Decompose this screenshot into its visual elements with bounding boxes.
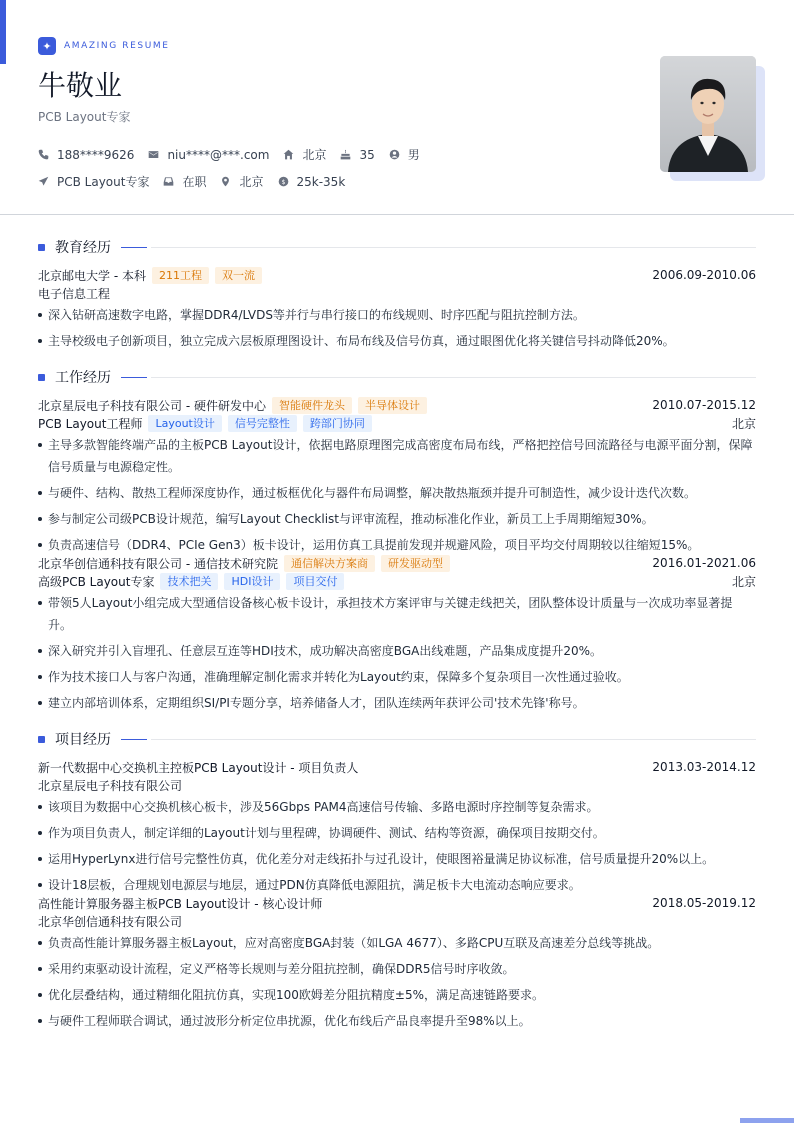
list-item: 作为项目负责人，制定详细的Layout计划与里程碑，协调硬件、测试、结构等资源，确保项目按期交付。: [38, 822, 756, 844]
entry-subheader: [38, 776, 756, 794]
job-intent-row: [38, 173, 359, 190]
salary-value: 25k-35k: [296, 174, 346, 189]
location-pin-icon: [220, 176, 231, 187]
target-city-item: [220, 173, 263, 190]
bullet-list: [38, 796, 756, 896]
list-item: 作为技术接口人与客户沟通，准确理解定制化需求并转化为Layout约束，保障多个复杂项目一次性通过验收。: [38, 666, 756, 688]
money-icon: [278, 176, 289, 187]
section-title: 项目经历: [55, 732, 111, 748]
education-entry: [38, 266, 756, 352]
city-item: [283, 146, 326, 163]
entry-period: 2016.01-2021.06: [652, 556, 756, 570]
target-city-value: 北京: [239, 175, 264, 189]
svg-text:$: $: [281, 178, 285, 186]
inbox-icon: [163, 176, 174, 187]
entry-header: [38, 266, 756, 284]
send-icon: [38, 176, 49, 187]
entry-header: [38, 396, 756, 414]
section-heading: [38, 724, 756, 754]
list-item: 设计18层板，合理规划电源层与地层，通过PDN仿真降低电源阻抗，满足板卡大电流动态响应要求。: [38, 874, 756, 896]
entry-subheader: [38, 912, 756, 930]
company-name: 北京华创信通科技有限公司 - 通信技术研究院: [38, 556, 278, 571]
phone-icon: [38, 149, 49, 160]
bullet-list: [38, 304, 756, 352]
company-tag: 研发驱动型: [381, 555, 450, 572]
work-entry: [38, 554, 756, 714]
list-item: 深入钻研高速数字电路，掌握DDR4/LVDS等并行与串行接口的布线规则、时序匹配与阻抗控制方法。: [38, 304, 756, 326]
list-item: 与硬件、结构、散热工程师深度协作，通过板框优化与器件布局调整，解决散热瓶颈并提升可制造性，减少设计迭代次数。: [38, 482, 756, 504]
list-item: 与硬件工程师联合调试，通过波形分析定位串扰源，优化布线后产品良率提升至98%以上。: [38, 1010, 756, 1032]
list-item: 采用约束驱动设计流程，定义严格等长规则与差分阻抗控制，确保DDR5信号时序收敛。: [38, 958, 756, 980]
list-item: 负责高性能计算服务器主板Layout，应对高密度BGA封装（如LGA 4677）、多路CPU互联及高速差分总线等挑战。: [38, 932, 756, 954]
person-icon: [389, 149, 400, 160]
role-name: 高级PCB Layout专家: [38, 574, 155, 589]
section-accent-line: [121, 377, 147, 378]
role-tag: 跨部门协同: [303, 415, 372, 432]
list-item: 主导多款智能终端产品的主板PCB Layout设计，依据电路原理图完成高密度布局布线，严格把控信号回流路径与电源平面分割，保障信号质量与电源稳定性。: [38, 434, 756, 478]
entry-subheader: [38, 284, 756, 302]
entry-location: 北京: [731, 574, 756, 589]
entry-location: 北京: [731, 416, 756, 431]
section-divider: [151, 377, 756, 378]
sparkle-icon: ✦: [38, 37, 56, 55]
company-tag: 通信解决方案商: [284, 555, 375, 572]
major: 电子信息工程: [38, 286, 111, 301]
resume-body: [38, 232, 756, 1036]
project-name: 新一代数据中心交换机主控板PCB Layout设计 - 项目负责人: [38, 760, 359, 775]
school-name: 北京邮电大学 - 本科: [38, 268, 146, 283]
candidate-title: PCB Layout专家: [38, 110, 131, 124]
entry-header: [38, 554, 756, 572]
school-tag: 双一流: [215, 267, 262, 284]
company-tag: 半导体设计: [358, 397, 427, 414]
candidate-name: 牛敬业: [38, 69, 123, 102]
entry-period: 2010.07-2015.12: [652, 398, 756, 412]
list-item: 深入研究并引入盲埋孔、任意层互连等HDI技术，成功解决高密度BGA出线难题，产品集成度提升20%。: [38, 640, 756, 662]
section-bullet-icon: [38, 736, 45, 743]
entry-header: [38, 894, 756, 912]
bullet-list: [38, 592, 756, 714]
list-item: 优化层叠结构，通过精细化阻抗仿真，实现100欧姆差分阻抗精度±5%，满足高速链路要求。: [38, 984, 756, 1006]
portrait-image: [660, 56, 756, 172]
role-tag: 信号完整性: [228, 415, 297, 432]
work-section: [38, 362, 756, 714]
projects-section: [38, 724, 756, 1032]
salary-item: [278, 175, 346, 189]
city-value: 北京: [302, 148, 327, 162]
role-tag: Layout设计: [148, 415, 221, 432]
mail-icon: [148, 149, 159, 160]
gender-value: 男: [407, 148, 420, 162]
entry-header: [38, 758, 756, 776]
email-value: niu****@***.com: [167, 147, 270, 162]
bullet-list: [38, 932, 756, 1032]
entry-subheader: [38, 572, 756, 590]
entry-period: 2006.09-2010.06: [652, 268, 756, 282]
section-accent-line: [121, 739, 147, 740]
section-heading: [38, 232, 756, 262]
role-tag: 技术把关: [160, 573, 218, 590]
profile-photo: [660, 56, 766, 182]
project-entry: [38, 758, 756, 896]
company-name: 北京星辰电子科技有限公司 - 硬件研发中心: [38, 398, 266, 413]
section-bullet-icon: [38, 374, 45, 381]
resume-header: [0, 0, 794, 215]
section-accent-line: [121, 247, 147, 248]
section-title: 教育经历: [55, 240, 111, 256]
company-tag: 智能硬件龙头: [272, 397, 352, 414]
project-company: 北京星辰电子科技有限公司: [38, 778, 183, 793]
entry-subheader: [38, 414, 756, 432]
contact-row: [38, 146, 434, 163]
bottom-accent-bar: [740, 1118, 794, 1123]
school-tag: 211工程: [152, 267, 209, 284]
entry-period: 2018.05-2019.12: [652, 896, 756, 910]
list-item: 带领5人Layout小组完成大型通信设备核心板卡设计，承担技术方案评审与关键走线把关，团队整体设计质量与一次成功率显著提升。: [38, 592, 756, 636]
education-section: [38, 232, 756, 352]
list-item: 负责高速信号（DDR4、PCIe Gen3）板卡设计，运用仿真工具提前发现并规避风险，项目平均交付周期较以往缩短15%。: [38, 534, 756, 556]
section-heading: [38, 362, 756, 392]
section-divider: [151, 739, 756, 740]
project-entry: [38, 894, 756, 1032]
list-item: 主导校级电子创新项目，独立完成六层板原理图设计、布局布线及信号仿真，通过眼图优化将关键信号抖动降低20%。: [38, 330, 756, 352]
project-name: 高性能计算服务器主板PCB Layout设计 - 核心设计师: [38, 896, 323, 911]
home-icon: [283, 149, 294, 160]
section-divider: [151, 247, 756, 248]
work-entry: [38, 396, 756, 556]
cake-icon: [340, 149, 351, 160]
section-title: 工作经历: [55, 370, 111, 386]
brand: [38, 37, 170, 55]
entry-period: 2013.03-2014.12: [652, 760, 756, 774]
list-item: 运用HyperLynx进行信号完整性仿真，优化差分对走线拓扑与过孔设计，使眼图裕量满足协议标准，信号质量提升20%以上。: [38, 848, 756, 870]
role-name: PCB Layout工程师: [38, 416, 143, 431]
bullet-list: [38, 434, 756, 556]
role-tag: 项目交付: [286, 573, 344, 590]
list-item: 该项目为数据中心交换机核心板卡，涉及56Gbps PAM4高速信号传输、多路电源时序控制等复杂需求。: [38, 796, 756, 818]
email-item: [148, 148, 269, 162]
status-item: [163, 173, 206, 190]
list-item: 建立内部培训体系，定期组织SI/PI专题分享，培养储备人才，团队连续两年获评公司'技术先锋'称号。: [38, 692, 756, 714]
phone-item: [38, 148, 134, 162]
age-item: [340, 148, 374, 162]
project-company: 北京华创信通科技有限公司: [38, 914, 183, 929]
target-job-value: PCB Layout专家: [57, 175, 150, 189]
gender-item: [389, 146, 420, 163]
brand-text: AMAZING RESUME: [64, 41, 170, 51]
status-value: 在职: [182, 175, 207, 189]
target-job-item: [38, 173, 149, 190]
list-item: 参与制定公司级PCB设计规范，编写Layout Checklist与评审流程，推动标准化作业，新员工上手周期缩短30%。: [38, 508, 756, 530]
section-bullet-icon: [38, 244, 45, 251]
role-tag: HDI设计: [224, 573, 280, 590]
phone-value: 188****9626: [57, 147, 135, 162]
age-value: 35: [359, 147, 375, 162]
